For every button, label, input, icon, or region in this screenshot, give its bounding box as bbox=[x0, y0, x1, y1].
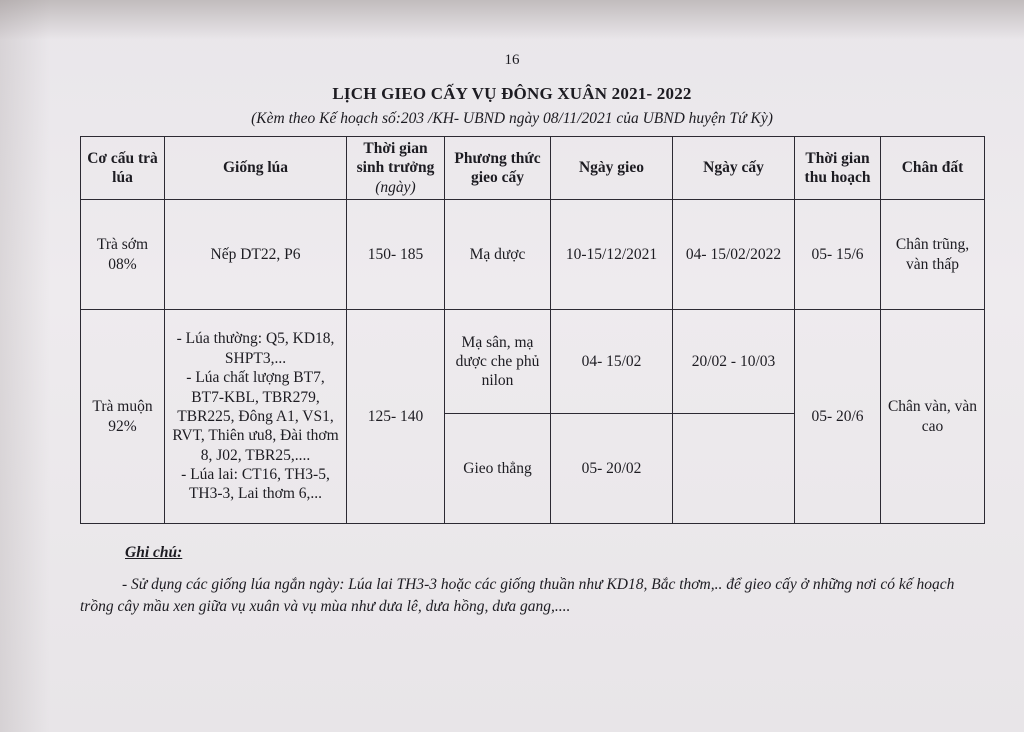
document-title: LỊCH GIEO CẤY VỤ ĐÔNG XUÂN 2021- 2022 bbox=[332, 84, 692, 103]
cell-co-cau: Trà sớm 08% bbox=[81, 200, 165, 310]
cell-giong-lua-list bbox=[165, 310, 347, 524]
variety-line: - Lúa lai: CT16, TH3-5, TH3-3, Lai thơm 6,... bbox=[181, 466, 330, 503]
document-subtitle: (Kèm theo Kế hoạch số:203 /KH- UBND ngày 08/11/2021 của UBND huyện Tứ Kỳ) bbox=[251, 110, 773, 127]
header-phuong-thuc: Phương thức gieo cấy bbox=[445, 137, 551, 200]
cell-ngay-gieo: 05- 20/02 bbox=[551, 414, 673, 524]
table-header-row bbox=[81, 137, 985, 200]
cell-thu-hoach: 05- 15/6 bbox=[795, 200, 881, 310]
cell-ngay-gieo: 04- 15/02 bbox=[551, 310, 673, 414]
page-number: 16 bbox=[504, 52, 520, 68]
header-thu-hoach: Thời gian thu hoạch bbox=[795, 137, 881, 200]
cell-giong-lua: Nếp DT22, P6 bbox=[165, 200, 347, 310]
header-co-cau: Cơ cấu trà lúa bbox=[81, 137, 165, 200]
cell-chan-dat: Chân trũng, vàn thấp bbox=[881, 200, 985, 310]
cell-co-cau: Trà muộn 92% bbox=[81, 310, 165, 524]
cell-ngay-cay: 04- 15/02/2022 bbox=[673, 200, 795, 310]
header-thoi-gian-label: Thời gian sinh trưởng bbox=[356, 140, 435, 177]
cell-ngay-gieo: 10-15/12/2021 bbox=[551, 200, 673, 310]
cell-phuong-thuc: Mạ dược bbox=[445, 200, 551, 310]
table-row-tra-muon bbox=[81, 310, 985, 414]
page-shadow-top bbox=[0, 0, 1024, 40]
variety-line: - Lúa chất lượng BT7, BT7-KBL, TBR279, TBR225, Đông A1, VS1, RVT, Thiên ưu8, Đài thơm 8, J02, TBR25,.... bbox=[172, 369, 339, 464]
notes-body: - Sử dụng các giống lúa ngắn ngày: Lúa lai TH3-3 hoặc các giống thuần như KD18, Bắc thơm,.. để gieo cấy ở những nơi có kế hoạch trồng cây mầu xen giữa vụ xuân và vụ mùa như dưa lê, dưa hồng, dưa gang,.... bbox=[80, 576, 955, 616]
table-row-tra-som bbox=[81, 200, 985, 310]
header-thoi-gian-unit: (ngày) bbox=[375, 178, 416, 196]
header-giong-lua: Giống lúa bbox=[165, 137, 347, 200]
cell-ngay-cay bbox=[673, 414, 795, 524]
variety-line: - Lúa thường: Q5, KD18, SHPT3,... bbox=[176, 330, 335, 367]
cell-chan-dat: Chân vàn, vàn cao bbox=[881, 310, 985, 524]
cell-thu-hoach: 05- 20/6 bbox=[795, 310, 881, 524]
cell-ngay-cay: 20/02 - 10/03 bbox=[673, 310, 795, 414]
header-ngay-cay: Ngày cấy bbox=[673, 137, 795, 200]
notes-heading: Ghi chú: bbox=[125, 544, 183, 561]
cell-phuong-thuc: Gieo thẳng bbox=[445, 414, 551, 524]
cell-thoi-gian: 125- 140 bbox=[347, 310, 445, 524]
header-ngay-gieo: Ngày gieo bbox=[551, 137, 673, 200]
cell-phuong-thuc: Mạ sân, mạ dược che phủ nilon bbox=[445, 310, 551, 414]
header-chan-dat: Chân đất bbox=[881, 137, 985, 200]
planting-schedule-table bbox=[80, 136, 985, 524]
header-thoi-gian-sinh-truong bbox=[347, 137, 445, 200]
cell-thoi-gian: 150- 185 bbox=[347, 200, 445, 310]
